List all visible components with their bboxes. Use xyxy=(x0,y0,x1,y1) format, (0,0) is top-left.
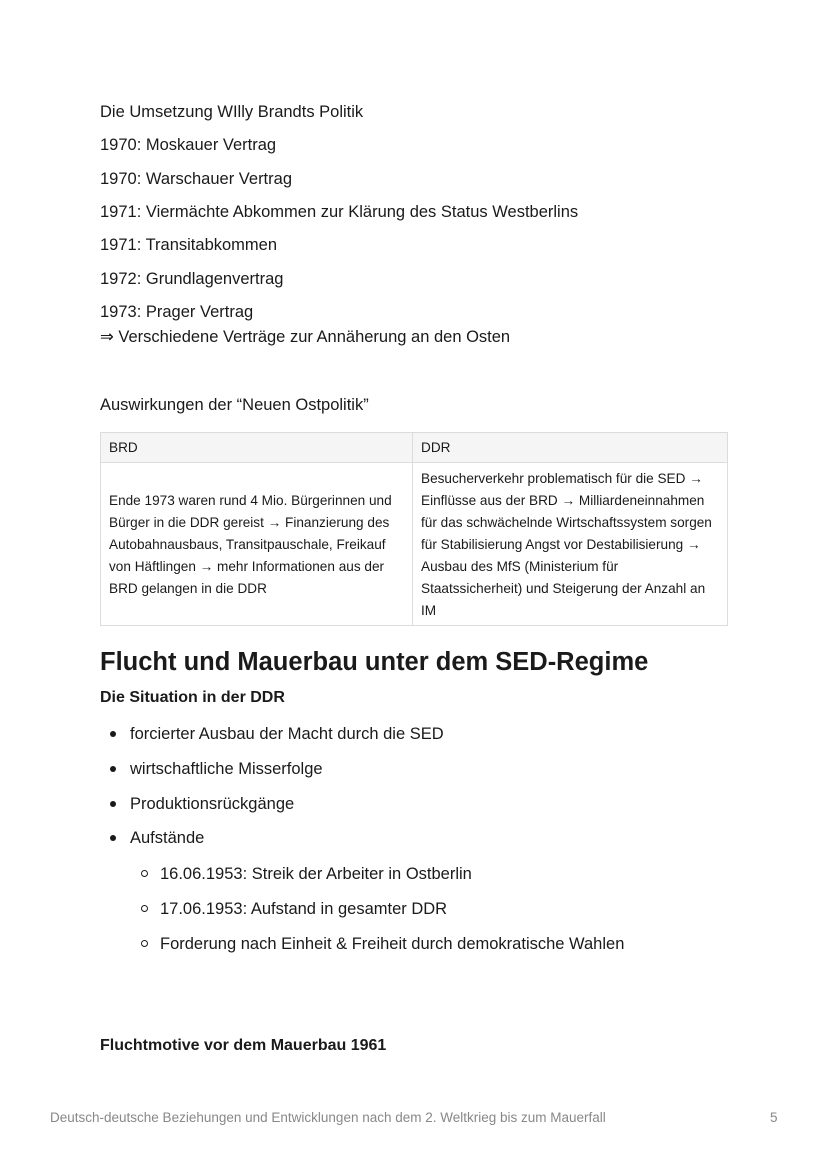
timeline-title: Die Umsetzung WIlly Brandts Politik xyxy=(100,103,364,121)
bullet-dot-icon xyxy=(110,835,116,841)
list-item xyxy=(130,724,444,744)
list-item-text: Produktionsrückgänge xyxy=(130,795,295,813)
list-item xyxy=(130,794,294,814)
timeline-item: 1970: Moskauer Vertrag xyxy=(100,136,277,154)
list-item xyxy=(130,828,204,848)
section-subheading: Die Situation in der DDR xyxy=(100,689,285,706)
timeline-item: 1971: Transitabkommen xyxy=(100,236,278,254)
list-item-text: Aufstände xyxy=(130,829,205,847)
sub-list-item xyxy=(160,934,624,954)
timeline-item: 1971: Viermächte Abkommen zur Klärung des Status Westberlins xyxy=(100,203,579,221)
page-number: 5 xyxy=(770,1110,778,1125)
bullet-dot-icon xyxy=(110,766,116,772)
table-header-row xyxy=(101,433,728,463)
table-row xyxy=(101,463,728,626)
section-heading: Flucht und Mauerbau unter dem SED-Regime xyxy=(100,648,649,676)
table-cell-ddr: Besucherverkehr problematisch für die SED → Einflüsse aus der BRD → Milliardeneinnahmen für das schwächelnde Wirtschaftssystem sorgen für Stabilisierung Angst vor Destabilisierung → Ausbau des MfS (Ministerium für Staatssicherheit) und Steigerung der Anzahl an IM xyxy=(413,463,728,626)
timeline-conclusion: ⇒ Verschiedene Verträge zur Annäherung an den Osten xyxy=(100,328,511,346)
bullet-circle-icon xyxy=(141,870,148,877)
list-item-text: forcierter Ausbau der Macht durch die SED xyxy=(130,725,444,743)
timeline-item: 1972: Grundlagenvertrag xyxy=(100,270,284,288)
sub-list-item xyxy=(160,899,447,919)
timeline-item: 1973: Prager Vertrag xyxy=(100,303,254,321)
footer-text: Deutsch-deutsche Beziehungen und Entwicklungen nach dem 2. Weltkrieg bis zum Mauerfall xyxy=(50,1110,606,1125)
table-cell-brd: Ende 1973 waren rund 4 Mio. Bürgerinnen und Bürger in die DDR gereist → Finanzierung des Autobahnausbaus, Transitpauschale, Freikauf von Häftlingen → mehr Informationen aus der BRD gelangen in die DDR xyxy=(101,463,413,626)
timeline-item: 1970: Warschauer Vertrag xyxy=(100,170,292,188)
sub-list-item-text: Forderung nach Einheit & Freiheit durch demokratische Wahlen xyxy=(160,935,625,953)
table-header-brd: BRD xyxy=(101,433,413,463)
sub-list-item xyxy=(160,864,472,884)
list-item-text: wirtschaftliche Misserfolge xyxy=(130,760,323,778)
effects-title: Auswirkungen der “Neuen Ostpolitik” xyxy=(100,396,369,414)
next-heading: Fluchtmotive vor dem Mauerbau 1961 xyxy=(100,1037,387,1054)
bullet-circle-icon xyxy=(141,905,148,912)
bullet-circle-icon xyxy=(141,940,148,947)
effects-table xyxy=(100,432,728,626)
bullet-dot-icon xyxy=(110,801,116,807)
bullet-dot-icon xyxy=(110,731,116,737)
sub-list-item-text: 16.06.1953: Streik der Arbeiter in Ostberlin xyxy=(160,865,472,883)
list-item xyxy=(130,759,323,779)
sub-list-item-text: 17.06.1953: Aufstand in gesamter DDR xyxy=(160,900,448,918)
table-header-ddr: DDR xyxy=(413,433,728,463)
